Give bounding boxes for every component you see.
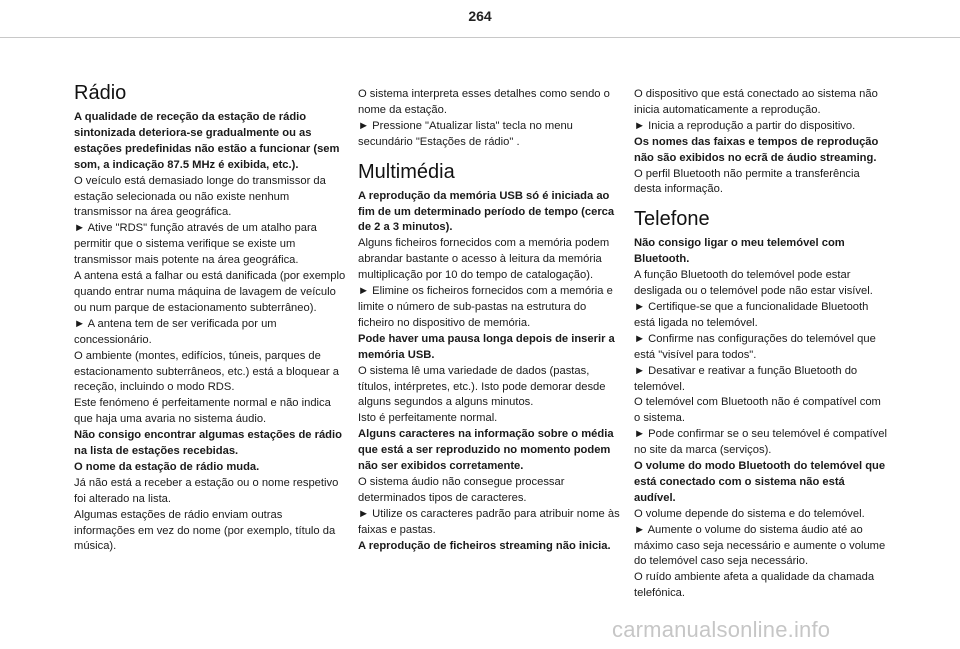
question-heading: A reprodução de ficheiros streaming não inicia. — [358, 539, 611, 552]
paragraph: O veículo está demasiado longe do transmissor da estação selecionada ou não existe nenhum transmissor na área geográfica. — [74, 174, 326, 219]
question-heading: Alguns caracteres na informação sobre o média que está a ser reproduzido no momento podem não ser exibidos corretamente. — [358, 428, 614, 473]
radio-continued-content — [358, 87, 620, 151]
paragraph: A função Bluetooth do telemóvel pode estar desligada ou o telemóvel pode não estar visível. — [634, 269, 873, 298]
paragraph: O ambiente (montes, edifícios, túneis, parques de estacionamento subterrâneos, etc.) está a bloquear a receção, incluindo o modo RDS. — [74, 349, 339, 394]
question-heading: O nome da estação de rádio muda. — [74, 460, 260, 473]
multimedia-content — [358, 189, 620, 555]
question-heading: Os nomes das faixas e tempos de reprodução não são exibidos no ecrã de áudio streaming. — [634, 135, 879, 164]
question-heading: A reprodução da memória USB só é iniciada ao fim de um determinado período de tempo (cerca de 2 a 3 minutos). — [358, 189, 615, 234]
page-number: 264 — [468, 8, 492, 24]
paragraph: O sistema lê uma variedade de dados (pastas, títulos, intérpretes, etc.). Isto pode demorar desde alguns segundos a alguns minutos. — [358, 364, 606, 409]
paragraph: Este fenómeno é perfeitamente normal e não indica que haja uma avaria no sistema áudio. — [74, 397, 331, 426]
radio-content — [74, 110, 346, 555]
section-title-multimedia: Multimédia — [358, 160, 455, 183]
paragraph: O telemóvel com Bluetooth não é compatível com o sistema. — [634, 396, 881, 425]
question-heading: A qualidade de receção da estação de rádio sintonizada deteriora-se gradualmente ou as estações predefinidas não estão a funcionar (sem som, a indicação 87.5 MHz é exibida, etc.). — [74, 111, 340, 171]
section-title-radio: Rádio — [74, 82, 127, 104]
paragraph: O sistema interpreta esses detalhes como sendo o nome da estação. — [358, 88, 610, 116]
paragraph: ► Elimine os ficheiros fornecidos com a memória e limite o número de sub-pastas na estrutura do ficheiro no dispositivo de memória. — [358, 285, 613, 329]
paragraph: ► Desativar e reativar a função Bluetooth do telemóvel. — [634, 364, 858, 393]
paragraph: ► Utilize os caracteres padrão para atribuir nome às faixas e pastas. — [358, 507, 620, 536]
question-heading: O volume do modo Bluetooth do telemóvel que está conectado com o sistema não está audível. — [634, 460, 886, 504]
paragraph: O perfil Bluetooth não permite a transferência desta informação. — [634, 167, 860, 196]
column-telephone — [634, 87, 888, 602]
paragraph: Algumas estações de rádio enviam outras informações em vez do nome (por exemplo, título da música). — [74, 508, 336, 553]
paragraph: O volume depende do sistema e do telemóvel. — [634, 507, 865, 520]
paragraph: Alguns ficheiros fornecidos com a memória podem abrandar bastante o acesso à leitura da memória multiplicação por 10 do tempo de catalogação). — [358, 237, 610, 282]
paragraph: O ruído ambiente afeta a qualidade da chamada telefónica. — [634, 571, 875, 600]
paragraph: ► Pressione "Atualizar lista" tecla no menu secundário "Estações de rádio" . — [358, 119, 573, 148]
paragraph: Isto é perfeitamente normal. — [358, 412, 498, 425]
paragraph: Já não está a receber a estação ou o nome respetivo foi alterado na lista. — [74, 476, 339, 505]
header-divider — [0, 37, 960, 38]
multimedia-continued-content — [634, 87, 888, 198]
paragraph: ► Certifique-se que a funcionalidade Bluetooth está ligada no telemóvel. — [634, 300, 869, 329]
paragraph: ► Ative "RDS" função através de um atalho para permitir que o sistema verifique se existe um transmissor mais potente na área geográfica. — [74, 222, 317, 267]
watermark-text: carmanualsonline.info — [612, 617, 831, 642]
paragraph: O dispositivo que está conectado ao sistema não inicia automaticamente a reprodução. — [634, 88, 878, 116]
paragraph: A antena está a falhar ou está danificada (por exemplo quando entrar numa máquina de lavagem de veículo ou num parque de estacionamento subterrâneo). — [74, 270, 346, 314]
paragraph: ► Pode confirmar se o seu telemóvel é compatível no site da marca (serviços). — [634, 428, 887, 457]
column-multimedia — [358, 87, 620, 554]
column-radio — [74, 80, 346, 555]
paragraph: ► Aumente o volume do sistema áudio até ao máximo caso seja necessário e aumente o volume do telemóvel caso seja necessário. — [634, 523, 886, 568]
telephone-content — [634, 236, 888, 602]
paragraph: O sistema áudio não consegue processar determinados tipos de caracteres. — [358, 475, 565, 504]
question-heading: Não consigo ligar o meu telemóvel com Bluetooth. — [634, 237, 845, 266]
question-heading: Pode haver uma pausa longa depois de inserir a memória USB. — [358, 332, 615, 361]
paragraph: ► Confirme nas configurações do telemóvel que está "visível para todos". — [634, 332, 876, 361]
paragraph: ► A antena tem de ser verificada por um concessionário. — [74, 317, 277, 346]
section-title-telephone: Telefone — [634, 208, 710, 231]
paragraph: ► Inicia a reprodução a partir do dispositivo. — [634, 119, 856, 132]
question-heading: Não consigo encontrar algumas estações de rádio na lista de estações recebidas. — [74, 429, 342, 458]
